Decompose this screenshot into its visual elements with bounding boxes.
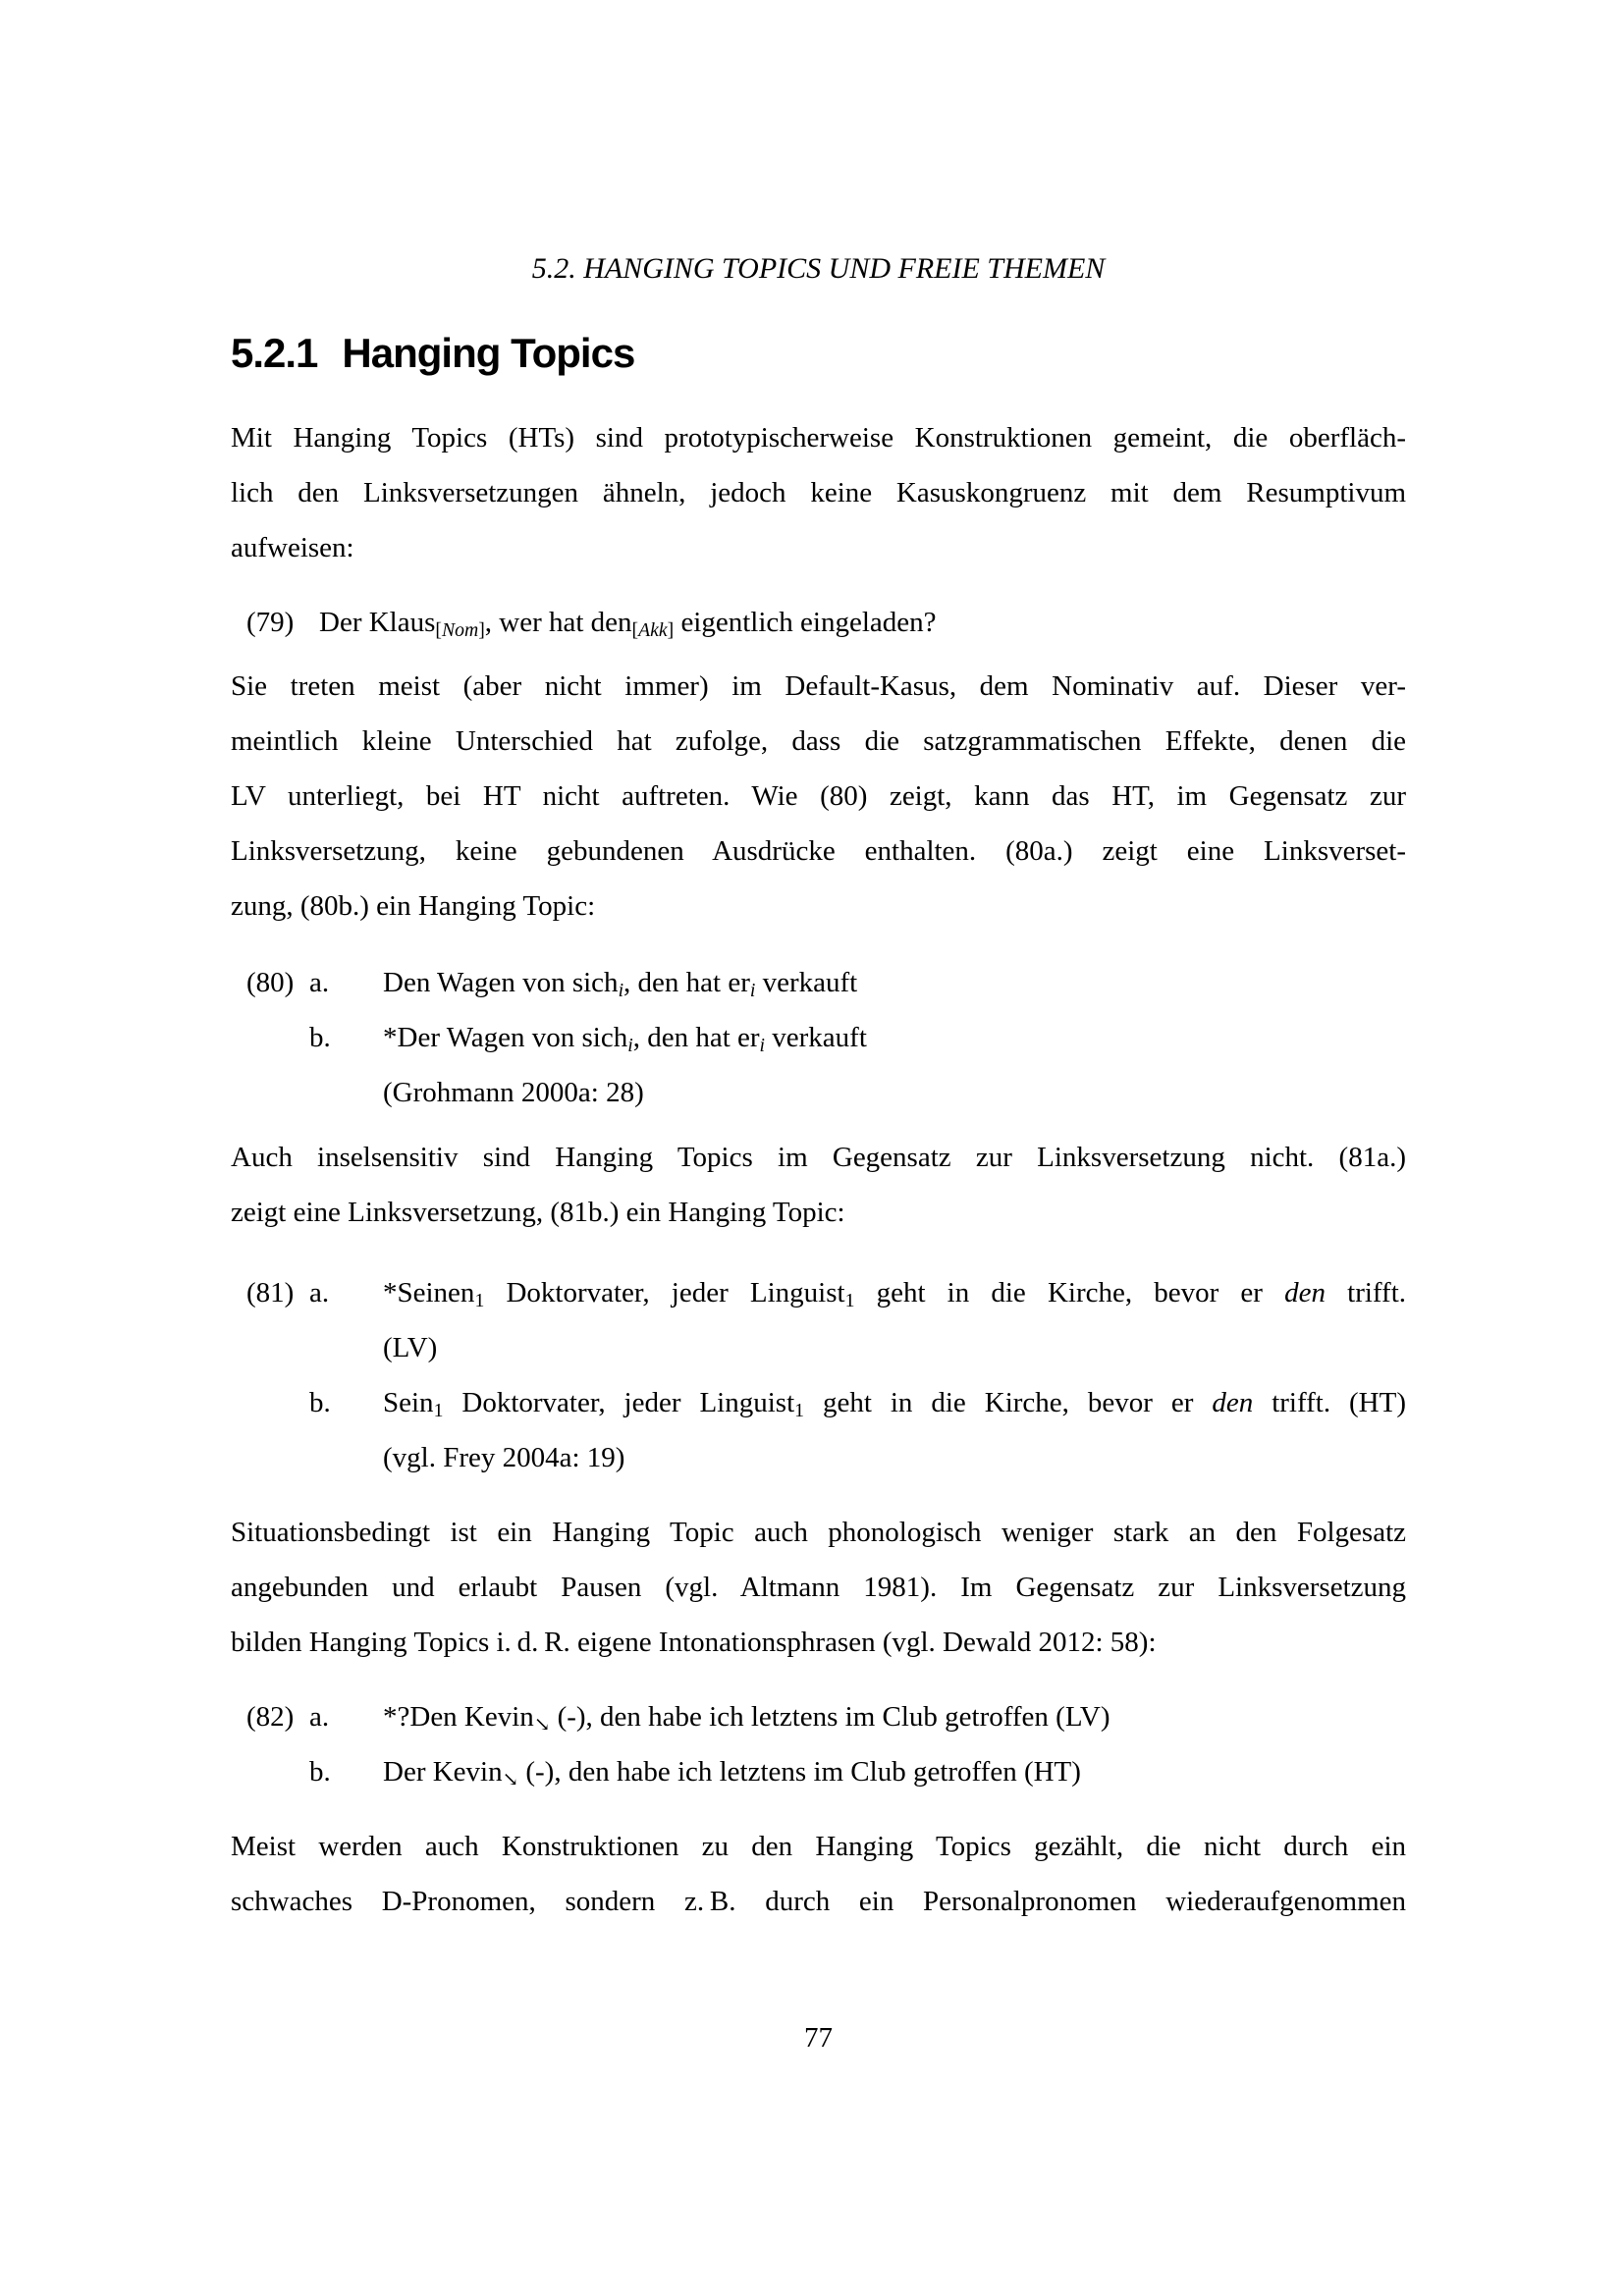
section-heading: [231, 330, 634, 377]
example-79: [231, 595, 1406, 650]
text-line: LV unterliegt, bei HT nicht auftreten. Wie (80) zeigt, kann das HT, im Gegensatz zur: [231, 780, 1406, 812]
example-text: Der Kevin$_↘$ (-), den habe ich letztens im Club getroffen (HT): [383, 1756, 1081, 1790]
paragraph-meist: [231, 1819, 1406, 1929]
paragraph-intro: [231, 410, 1406, 575]
example-text: *Seinen$_1$ Doktorvater, jeder Linguist$_1$ geht in die Kirche, bevor er den trifft.: [383, 1277, 1407, 1311]
text-line: meintlich kleine Unterschied hat zufolge, dass die satzgrammatischen Effekte, denen die: [231, 725, 1406, 757]
text-line: Auch inselsensitiv sind Hanging Topics im Gegensatz zur Linksversetzung nicht. (81a.): [231, 1142, 1406, 1173]
paragraph-inselsensitiv: [231, 1130, 1406, 1240]
paragraph-situationsbedingt: [231, 1505, 1406, 1670]
example-81: [231, 1265, 1406, 1485]
text-line: Linksversetzung, keine gebundenen Ausdrücke enthalten. (80a.) zeigt eine Linksverset-: [231, 835, 1406, 867]
example-label: (82): [246, 1701, 295, 1733]
example-text: Den Wagen von sich$_i$, den hat $er_i$ verkauft: [383, 967, 858, 1001]
text-line: zeigt eine Linksversetzung, (81b.) ein Hanging Topic:: [231, 1197, 845, 1228]
example-item-letter: a.: [309, 967, 330, 998]
example-item-letter: b.: [309, 1756, 331, 1788]
text-line: lich den Linksversetzungen ähneln, jedoch keine Kasuskongruenz mit dem Resumptivum: [231, 477, 1406, 508]
example-text: Sein$_1$ Doktorvater, jeder Linguist$_1$ geht in die Kirche, bevor er den trifft. (HT): [383, 1387, 1406, 1421]
example-item-letter: a.: [309, 1277, 330, 1308]
example-annotation: (LV): [383, 1332, 438, 1363]
text-line: Mit Hanging Topics (HTs) sind prototypischerweise Konstruktionen gemeint, die oberfläch-: [231, 422, 1406, 454]
text-line: zung, (80b.) ein Hanging Topic:: [231, 890, 596, 922]
running-header: 5.2. HANGING TOPICS UND FREIE THEMEN: [531, 252, 1106, 285]
example-label: (79): [246, 607, 295, 638]
example-source: (vgl. Frey 2004a: 19): [383, 1442, 625, 1473]
example-item-letter: b.: [309, 1022, 331, 1053]
section-title: Hanging Topics: [342, 330, 635, 376]
example-text: Der Klaus$_{[Nom]}$, wer hat den$_{[Akk]}$ eigentlich eingeladen?: [319, 607, 937, 641]
example-text: *?Den Kevin$_↘$ (-), den habe ich letztens im Club getroffen (LV): [383, 1701, 1110, 1735]
text-line: Sie treten meist (aber nicht immer) im Default-Kasus, dem Nominativ auf. Dieser ver-: [231, 670, 1406, 702]
example-label: (81): [246, 1277, 295, 1308]
example-80: [231, 955, 1406, 1120]
section-number: 5.2.1: [231, 330, 318, 376]
text-line: Situationsbedingt ist ein Hanging Topic auch phonologisch weniger stark an den Folgesatz: [231, 1517, 1406, 1548]
text-line: schwaches D-Pronomen, sondern z. B. durch ein Personalpronomen wiederaufgenommen: [231, 1886, 1406, 1917]
text-line: aufweisen:: [231, 532, 354, 563]
paragraph-default-kasus: [231, 659, 1406, 934]
page-number: 77: [804, 2022, 833, 2054]
example-item-letter: b.: [309, 1387, 331, 1418]
example-source: (Grohmann 2000a: 28): [383, 1077, 644, 1108]
example-82: [231, 1689, 1406, 1799]
example-label: (80): [246, 967, 295, 998]
text-line: angebunden und erlaubt Pausen (vgl. Altmann 1981). Im Gegensatz zur Linksversetzung: [231, 1572, 1406, 1603]
text-line: bilden Hanging Topics i. d. R. eigene Intonationsphrasen (vgl. Dewald 2012: 58):: [231, 1627, 1157, 1658]
text-line: Meist werden auch Konstruktionen zu den Hanging Topics gezählt, die nicht durch ein: [231, 1831, 1406, 1862]
example-text: *Der Wagen von sich$_i$, den hat $er_i$ verkauft: [383, 1022, 867, 1056]
example-item-letter: a.: [309, 1701, 330, 1733]
